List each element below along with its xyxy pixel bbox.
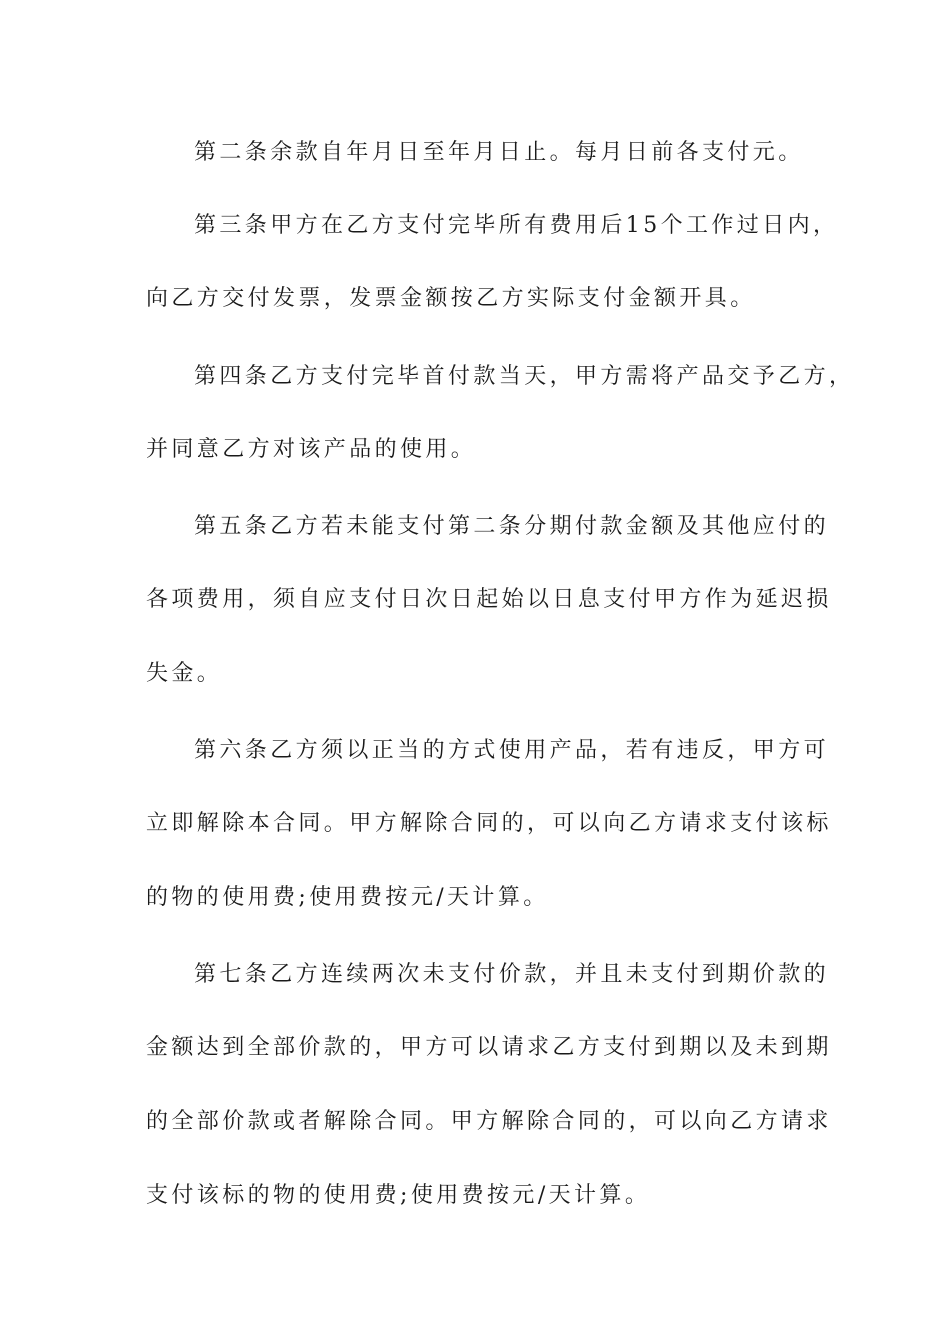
clause-4-line-2: 并同意乙方对该产品的使用。: [146, 437, 477, 462]
clause-7-line-2: 金额达到全部价款的，甲方可以请求乙方支付到期以及未到期: [146, 1035, 832, 1060]
clause-7-line-3: 的全部价款或者解除合同。甲方解除合同的，可以向乙方请求: [146, 1109, 832, 1134]
clause-7-line-1: 第七条乙方连续两次未支付价款，并且未支付到期价款的: [194, 962, 830, 987]
clause-7-line-4: 支付该标的物的使用费;使用费按元/天计算。: [146, 1183, 651, 1208]
clause-6-line-1: 第六条乙方须以正当的方式使用产品，若有违反，甲方可: [194, 738, 830, 763]
clause-2-line-1: 第二条余款自年月日至年月日止。每月日前各支付元。: [194, 140, 804, 165]
clause-4-line-1: 第四条乙方支付完毕首付款当天，甲方需将产品交予乙方，: [194, 364, 855, 389]
clause-5-line-3: 失金。: [146, 661, 223, 686]
clause-5-line-2: 各项费用，须自应支付日次日起始以日息支付甲方作为延迟损: [146, 587, 832, 612]
clause-5-line-1: 第五条乙方若未能支付第二条分期付款金额及其他应付的: [194, 514, 830, 539]
clause-6-line-3: 的物的使用费;使用费按元/天计算。: [146, 885, 549, 910]
clause-3-line-2: 向乙方交付发票，发票金额按乙方实际支付金额开具。: [146, 286, 756, 311]
clause-3-line-1: 第三条甲方在乙方支付完毕所有费用后15个工作过日内，: [194, 213, 839, 238]
clause-6-line-2: 立即解除本合同。甲方解除合同的，可以向乙方请求支付该标: [146, 811, 832, 836]
